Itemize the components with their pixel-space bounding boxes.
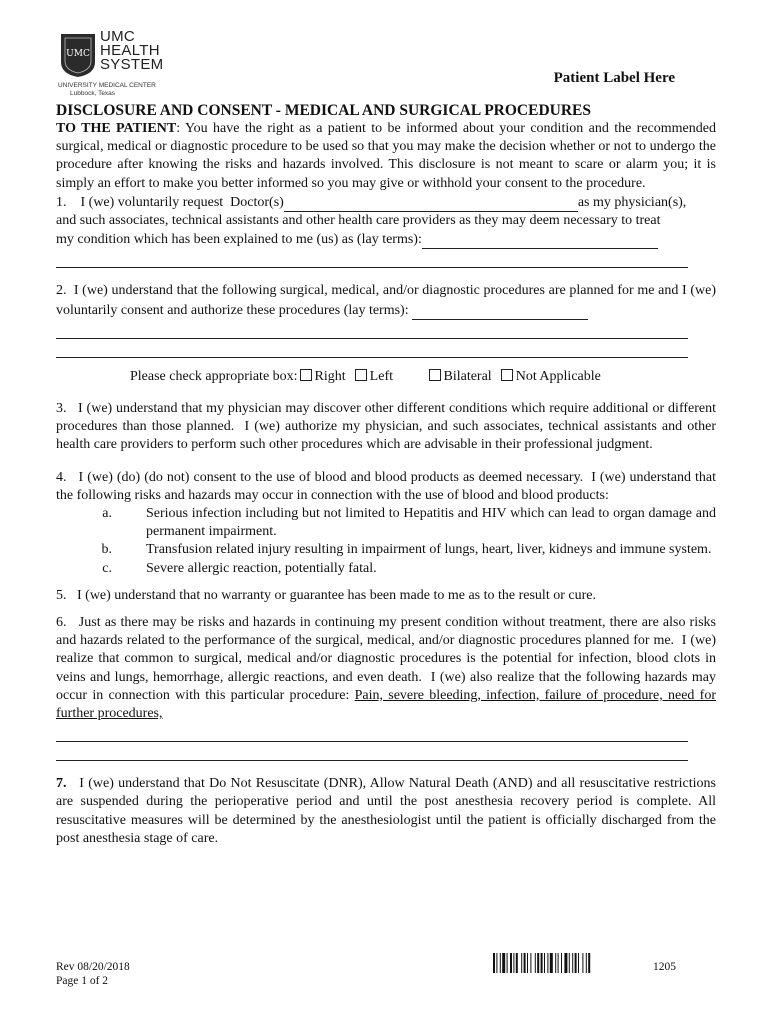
side-selection: Please check appropriate box: Right Left Bilateral Not Applicable xyxy=(130,368,601,384)
consent-form-body xyxy=(56,102,716,848)
form-number: 1205 xyxy=(653,961,676,973)
svg-text:UMC: UMC xyxy=(66,49,90,59)
item-4a: a. Serious infection including but not limited to Hepatitis and HIV which can lead to organ damage and permanent impairment. xyxy=(102,506,716,540)
hazards-field[interactable]: Pain, severe bleeding, infection, failure of procedure, need for further procedures, xyxy=(56,687,716,722)
item-5: 5. I (we) understand that no warranty or guarantee has been made to me as to the result or cure. xyxy=(56,587,596,603)
item-4: 4. I (we) (do) (do not) consent to the use of blood and blood products as deemed necessary. I (we) understand that the following risks and hazards may occur in connection with the use of blood and blood products: xyxy=(56,469,716,503)
item-3: 3. I (we) understand that my physician may discover other different conditions which require additional or different procedures than those planned. I (we) authorize my physician, and such associates, technical assistants and other health care providers to perform such other procedures which are advisable in their professional judgment. xyxy=(56,401,716,453)
condition-field-line2[interactable] xyxy=(56,249,688,268)
item-4b: b. Transfusion related injury resulting in impairment of lungs, heart, liver, kidneys and immune system. xyxy=(101,542,712,558)
institution-name: UNIVERSITY MEDICAL CENTER Lubbock, Texas xyxy=(58,82,156,97)
physician-name-field[interactable] xyxy=(284,193,578,212)
umc-logo xyxy=(58,28,168,97)
barcode-icon xyxy=(493,953,635,973)
intro-paragraph: TO THE PATIENT: You have the right as a patient to be informed about your condition and the recommended surgical, medical or diagnostic procedure to be used so that you may make the decision whether or not to undergo the procedure after knowing the risks and hazards involved. This disclosure is not meant to scare or alarm you; it is simply an effort to make you better informed so you may give or withhold your consent to the procedure. xyxy=(56,121,716,191)
footer-revision: Rev 08/20/2018 Page 1 of 2 xyxy=(56,961,130,987)
item-2: 2. I (we) understand that the following surgical, medical, and/or diagnostic procedures are planned for me and I (we) voluntarily consent and authorize these procedures (lay terms): xyxy=(56,282,716,319)
page-title: DISCLOSURE AND CONSENT - MEDICAL AND SURGICAL PROCEDURES xyxy=(56,102,591,119)
procedure-field-line3[interactable] xyxy=(56,339,688,358)
procedure-field[interactable] xyxy=(412,301,588,320)
hazards-field-line3[interactable] xyxy=(56,742,688,761)
bilateral-checkbox[interactable] xyxy=(429,369,441,381)
condition-field[interactable] xyxy=(422,230,658,249)
umc-seal-icon xyxy=(58,32,98,78)
item-1-line3: my condition which has been explained to me (us) as (lay terms): xyxy=(56,230,716,249)
right-checkbox[interactable] xyxy=(300,369,312,381)
item-6: 6. Just as there may be risks and hazards in continuing my present condition without treatment, there are also risks and hazards related to the performance of the surgical, medical, and/or diagnostic procedures planned for me. I (we) realize that common to surgical, medical and/or diagnostic procedures is the potential for infection, blood clots in veins and lungs, hemorrhage, allergic reactions, and even death. I (we) also realize that the following hazards may occur in connection with this particular procedure: Pain, severe bleeding, infection, failure of procedure, need for further procedures, xyxy=(56,615,716,722)
item-4c: c. Severe allergic reaction, potentially fatal. xyxy=(102,560,377,576)
item-7: 7. I (we) understand that Do Not Resuscitate (DNR), Allow Natural Death (AND) and all resuscitative restrictions are suspended during the perioperative period and until the post anesthesia recovery period is complete. All resuscitative measures will be determined by the anesthesiologist until the patient is officially discharged from the post anesthesia stage of care. xyxy=(56,776,716,846)
procedure-field-line2[interactable] xyxy=(56,320,688,339)
left-checkbox[interactable] xyxy=(355,369,367,381)
not-applicable-checkbox[interactable] xyxy=(501,369,513,381)
item-1: 1. I (we) voluntarily request Doctor(s) as my physician(s), xyxy=(56,193,716,212)
hazards-field-line2[interactable] xyxy=(56,723,688,742)
logo-wordmark: UMC HEALTH SYSTEM xyxy=(100,28,164,73)
patient-label-area[interactable]: Patient Label Here xyxy=(553,70,675,86)
item-1-line2: and such associates, technical assistants and other health care providers as they may deem necessary to treat xyxy=(56,213,661,229)
